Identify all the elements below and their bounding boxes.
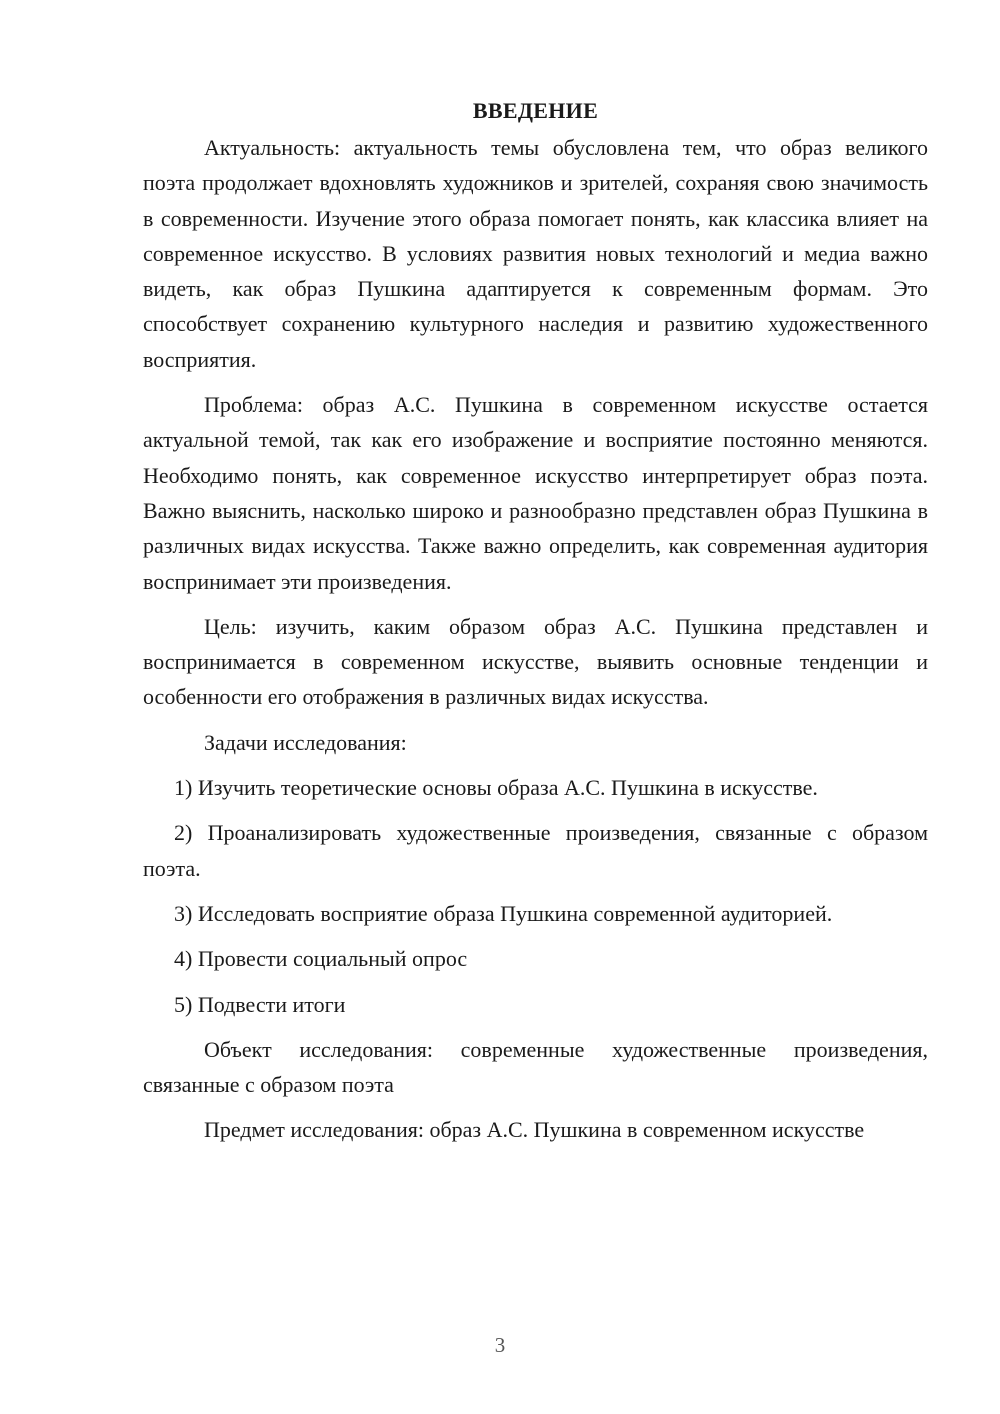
paragraph-object: Объект исследования: современные художественные произведения, связанные с образом поэта — [143, 1036, 928, 1098]
page-number: 3 — [494, 1333, 506, 1357]
task-item-3: 3) Исследовать восприятие образа Пушкина современной аудиторией. — [174, 900, 833, 926]
paragraph-subject: Предмет исследования: образ А.С. Пушкина в современном искусстве — [204, 1117, 865, 1143]
paragraph-relevance: Актуальность: актуальность темы обусловлена тем, что образ великого поэта продолжает вдохновлять художников и зрителей, сохраняя свою значимость в современности. Изучение этого образа помогает понять, как классика влияет на современное искусство. В условиях развития новых технологий и медиа важно видеть, как образ Пушкина адаптируется к современным формам. Это способствует сохранению культурного наследия и развитию художественного восприятия. — [143, 135, 928, 372]
tasks-heading: Задачи исследования: — [204, 729, 407, 755]
task-item-1: 1) Изучить теоретические основы образа А.С. Пушкина в искусстве. — [174, 775, 818, 801]
task-item-2: 2) Проанализировать художественные произведения, связанные с образом поэта. — [143, 820, 928, 881]
section-title: ВВЕДЕНИЕ — [472, 98, 599, 123]
paragraph-problem: Проблема: образ А.С. Пушкина в современном искусстве остается актуальной темой, так как его изображение и восприятие постоянно меняются. Необходимо понять, как современное искусство интерпретирует образ поэта. Важно выяснить, насколько широко и разнообразно представлен образ Пушкина в различных видах искусства. Также важно определить, как современная аудитория воспринимает эти произведения. — [143, 392, 928, 594]
task-item-4: 4) Провести социальный опрос — [174, 946, 468, 972]
paragraph-goal: Цель: изучить, каким образом образ А.С. Пушкина представлен и воспринимается в современном искусстве, выявить основные тенденции и особенности его отображения в различных видах искусства. — [143, 613, 928, 710]
document-page — [143, 96, 928, 1158]
task-item-5: 5) Подвести итоги — [174, 991, 346, 1017]
